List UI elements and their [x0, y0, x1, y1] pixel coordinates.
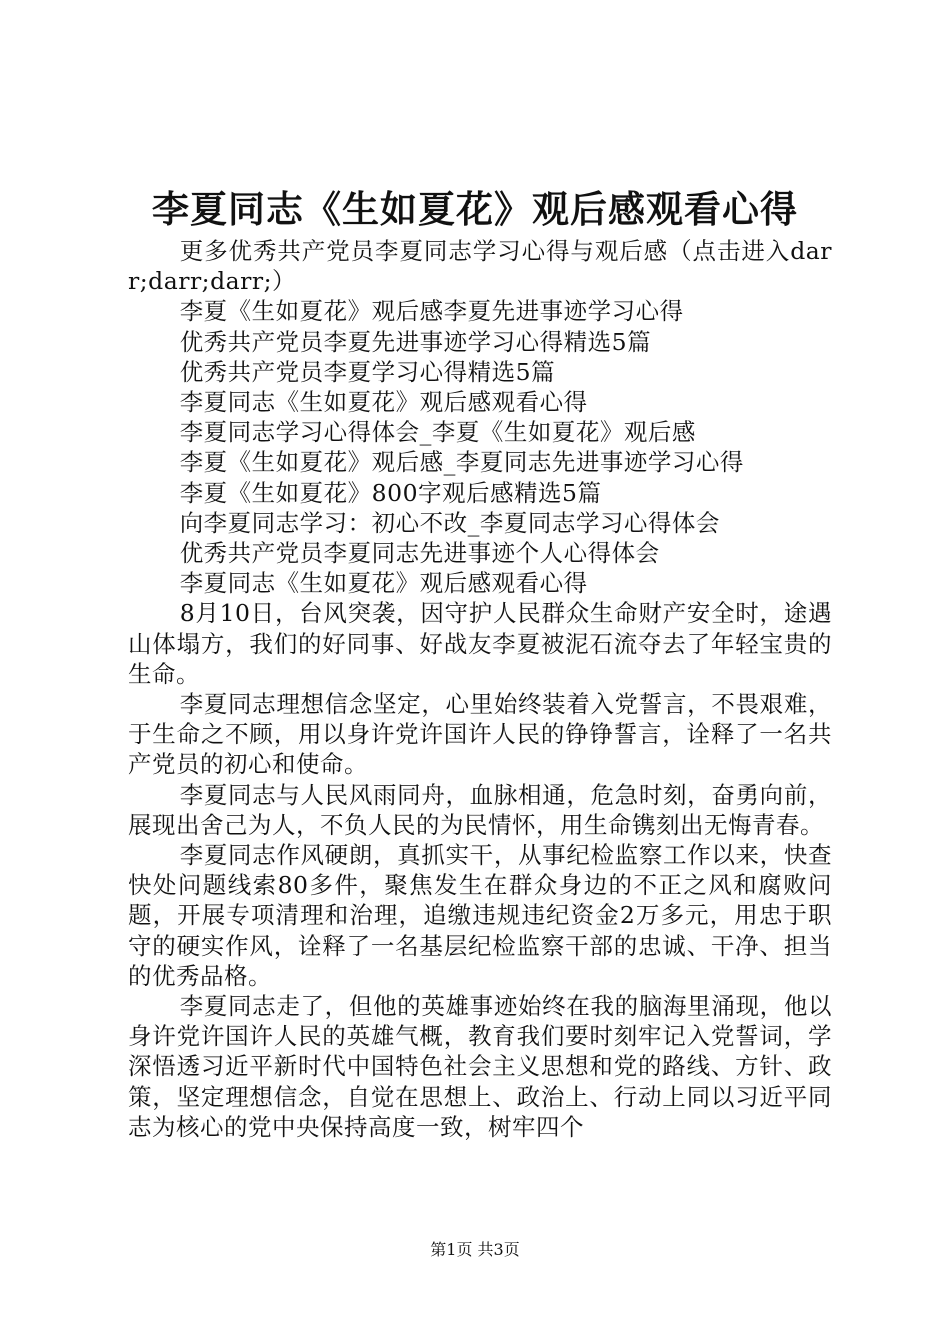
- paragraph: 李夏同志理想信念坚定，心里始终装着入党誓言，不畏艰难，于生命之不顾，用以身许党许国许人民的铮铮誓言，诠释了一名共产党员的初心和使命。: [128, 690, 832, 779]
- paragraph: 李夏同志作风硬朗，真抓实干，从事纪检监察工作以来，快查快处问题线索80多件，聚焦发生在群众身边的不正之风和腐败问题，开展专项清理和治理，追缴违规违纪资金2万多元，用忠于职守的硬实作风，诠释了一名基层纪检监察干部的忠诚、干净、担当的优秀品格。: [128, 841, 832, 990]
- paragraph: 优秀共产党员李夏学习心得精选5篇: [179, 357, 556, 386]
- paragraph: 8月10日，台风突袭，因守护人民群众生命财产安全时，途遇山体塌方，我们的好同事、好战友李夏被泥石流夺去了年轻宝贵的生命。: [128, 599, 832, 688]
- paragraph: 李夏同志学习心得体会_李夏《生如夏花》观后感: [179, 418, 696, 447]
- paragraph: 更多优秀共产党员李夏同志学习心得与观后感（点击进入darr;darr;darr;）: [128, 237, 832, 296]
- paragraph: 李夏同志《生如夏花》观后感观看心得: [179, 569, 588, 598]
- paragraph: 李夏同志《生如夏花》观后感观看心得: [179, 388, 588, 417]
- paragraph: 李夏《生如夏花》800字观后感精选5篇: [179, 478, 602, 507]
- page-footer: 第1页 共3页: [430, 1240, 520, 1259]
- paragraph: 李夏同志走了，但他的英雄事迹始终在我的脑海里涌现，他以身许党许国许人民的英雄气概，教育我们要时刻牢记入党誓词，学深悟透习近平新时代中国特色社会主义思想和党的路线、方针、政策，坚定理想信念，自觉在思想上、政治上、行动上同以习近平同志为核心的党中央保持高度一致，树牢四个: [128, 992, 832, 1141]
- paragraph: 李夏《生如夏花》观后感李夏先进事迹学习心得: [179, 297, 684, 326]
- document-body: [128, 236, 832, 1142]
- paragraph: 向李夏同志学习：初心不改_李夏同志学习心得体会: [179, 508, 720, 537]
- document-title: 李夏同志《生如夏花》观后感观看心得: [152, 187, 798, 231]
- paragraph: 李夏《生如夏花》观后感_李夏同志先进事迹学习心得: [179, 448, 744, 477]
- paragraph: 优秀共产党员李夏同志先进事迹个人心得体会: [179, 539, 660, 568]
- paragraph: 优秀共产党员李夏先进事迹学习心得精选5篇: [179, 327, 652, 356]
- paragraph: 李夏同志与人民风雨同舟，血脉相通，危急时刻，奋勇向前，展现出舍己为人，不负人民的为民情怀，用生命镌刻出无悔青春。: [128, 780, 832, 839]
